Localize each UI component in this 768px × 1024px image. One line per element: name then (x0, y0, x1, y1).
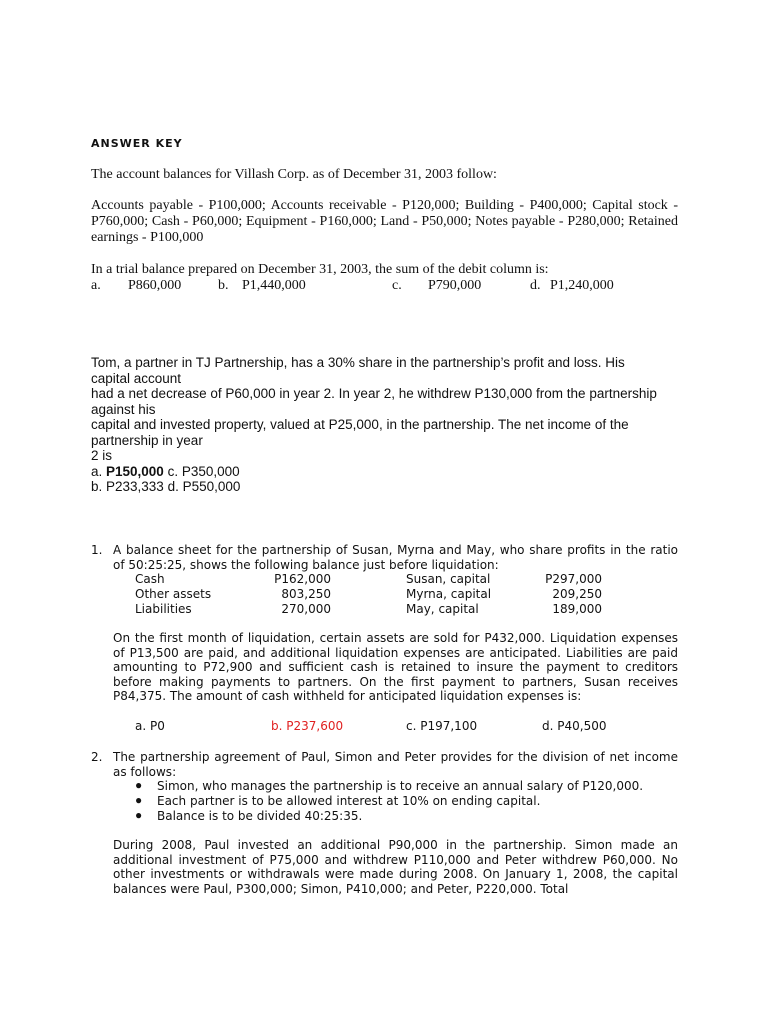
choice-rest: c. P350,000 (163, 463, 240, 479)
text-line: had a net decrease of P60,000 in year 2. In year 2, he withdrew P130,000 from the partnership (91, 386, 657, 401)
q1-choices (0, 278, 768, 294)
page-heading: ANSWER KEY (91, 137, 183, 150)
text-line: Tom, a partner in TJ Partnership, has a 30% share in the partnership’s profit and loss. His (91, 355, 625, 370)
row-label: Myrna, capital (406, 587, 492, 601)
balance-row (0, 587, 768, 602)
text-line: partnership in year (91, 432, 203, 448)
choice-line-b: b. P233,333 d. P550,000 (91, 479, 241, 494)
row-label: Liabilities (135, 602, 192, 616)
item2-paragraph: During 2008, Paul invested an additional P90,000 in the partnership. Simon made an additional investment of P75,000 and withdrew P110,000 and Peter withdrew P60,000. No other investments or withdrawals were made during 2008. On January 1, 2008, the capital balances were Paul, P300,000; Simon, P410,000; and Peter, P220,000. Total (113, 838, 678, 896)
row-value: 803,250 (281, 587, 331, 601)
bullet-icon: ● (135, 793, 143, 807)
choice-value: P1,440,000 (242, 278, 306, 293)
row-label: May, capital (406, 602, 479, 616)
choice-value: P790,000 (428, 278, 482, 293)
balance-row (0, 602, 768, 617)
bullet-item: Simon, who manages the partnership is to receive an annual salary of P120,000. (157, 779, 644, 793)
correct-answer: P150,000 (106, 463, 164, 479)
row-value: P162,000 (274, 572, 331, 586)
choice-letter: d. (530, 278, 541, 293)
q1-intro: The account balances for Villash Corp. as of December 31, 2003 follow: (91, 167, 497, 182)
row-label: Other assets (135, 587, 212, 601)
choice-letter: a. (91, 278, 101, 293)
choice-letter: b. (218, 278, 229, 293)
item-number: 2. (91, 750, 103, 764)
choice: d. P40,500 (542, 719, 607, 733)
item-number: 1. (91, 543, 103, 557)
bullet-icon: ● (135, 778, 143, 792)
choice-line-a (91, 464, 691, 480)
balance-row (0, 572, 768, 587)
choice-letter: c. (392, 278, 402, 293)
item1-choices (0, 719, 768, 734)
choice-value: P1,240,000 (550, 278, 614, 293)
q1-question: In a trial balance prepared on December 31, 2003, the sum of the debit column is: (91, 262, 549, 277)
text-line: 2 is (91, 448, 113, 463)
row-label: Cash (135, 572, 165, 586)
choice-prefix: a. (91, 463, 107, 479)
correct-answer: b. P237,600 (271, 719, 344, 733)
item2-text: The partnership agreement of Paul, Simon and Peter provides for the division of net income as follows: (113, 750, 678, 779)
text-line: against his (91, 401, 156, 417)
item1-text: A balance sheet for the partnership of Susan, Myrna and May, who share profits in the ratio of 50:25:25, shows the following balance just before liquidation: (113, 543, 678, 572)
choice: c. P197,100 (406, 719, 478, 733)
choice-value: P860,000 (128, 278, 182, 293)
text-line: capital and invested property, valued at P25,000, in the partnership. The net income of the (91, 417, 629, 432)
bullet-icon: ● (135, 808, 143, 822)
row-value: P297,000 (545, 572, 602, 586)
item1-paragraph: On the first month of liquidation, certain assets are sold for P432,000. Liquidation expenses of P13,500 are paid, and additional liquidation expenses are anticipated. Liabilities are paid amounting to P72,900 and sufficient cash is retained to insure the payment to creditors before making payments to partners. On the first payment to partners, Susan receives P84,375. The amount of cash withheld for anticipated liquidation expenses is: (113, 631, 678, 704)
text-line: capital account (91, 370, 182, 386)
row-value: 209,250 (552, 587, 602, 601)
q2-question (91, 355, 691, 495)
row-value: 270,000 (281, 602, 331, 616)
row-label: Susan, capital (406, 572, 491, 586)
row-value: 189,000 (552, 602, 602, 616)
choice: a. P0 (135, 719, 165, 733)
bullet-item: Balance is to be divided 40:25:35. (157, 809, 363, 823)
bullet-item: Each partner is to be allowed interest at 10% on ending capital. (157, 794, 541, 808)
q1-balances: Accounts payable - P100,000; Accounts receivable - P120,000; Building - P400,000; Capital stock - P760,000; Cash - P60,000; Equipment - P160,000; Land - P50,000; Notes payable - P280,000; Retained earnings - P100,000 (91, 198, 678, 245)
